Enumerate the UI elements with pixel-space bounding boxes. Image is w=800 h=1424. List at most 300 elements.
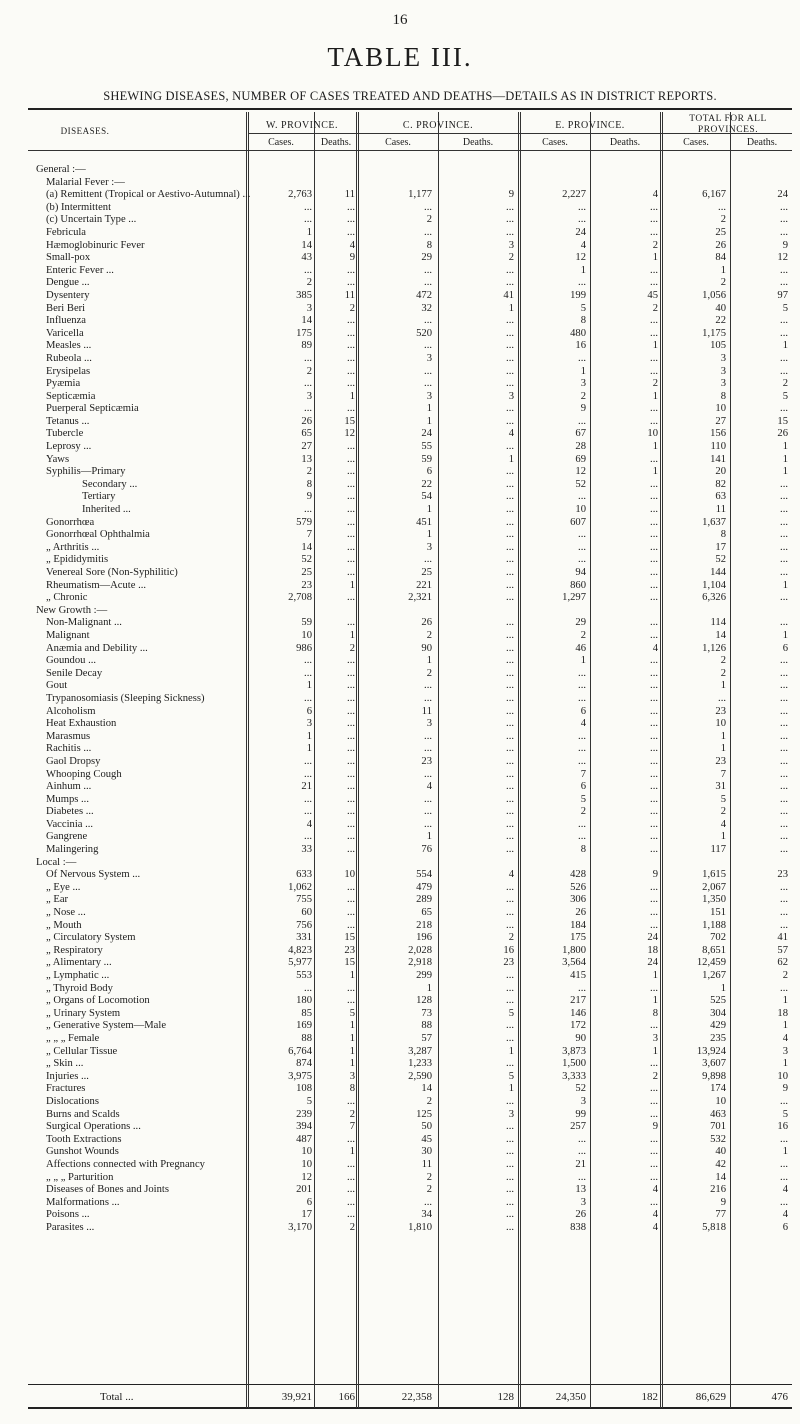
cell-w-cases: 65	[301, 428, 312, 440]
cell-e-cases: ...	[578, 692, 586, 704]
cell-w-deaths: ...	[347, 378, 355, 390]
cell-t-cases: 105	[710, 340, 726, 352]
cell-w-deaths: ...	[347, 315, 355, 327]
cell-c-cases: 34	[421, 1209, 432, 1221]
cell-t-deaths: ...	[780, 617, 788, 629]
cell-e-deaths: 1	[652, 340, 658, 352]
cell-c-deaths: 1	[508, 453, 514, 465]
cell-c-deaths: ...	[506, 315, 514, 327]
cell-c-deaths: ...	[506, 982, 514, 994]
cell-c-deaths: ...	[506, 277, 514, 289]
cell-e-deaths: ...	[650, 705, 658, 717]
table-row	[0, 1134, 800, 1147]
table-row	[0, 1146, 800, 1159]
cell-c-cases: 24	[421, 428, 432, 440]
cell-t-cases: 156	[710, 428, 726, 440]
disease-name: Erysipelas	[46, 365, 91, 377]
table-row	[0, 1121, 800, 1134]
cell-e-deaths: 45	[647, 289, 658, 301]
cell-w-deaths: 1	[349, 579, 355, 591]
cell-w-deaths: ...	[347, 1095, 355, 1107]
cell-t-deaths: 1	[782, 629, 788, 641]
cell-e-deaths: 4	[652, 642, 658, 654]
cell-w-deaths: ...	[347, 680, 355, 692]
cell-e-deaths: ...	[650, 1196, 658, 1208]
cell-c-deaths: ...	[506, 818, 514, 830]
disease-name: Fractures	[46, 1083, 86, 1095]
disease-name: „ Nose ...	[46, 907, 86, 919]
cell-w-deaths: ...	[347, 478, 355, 490]
cell-c-deaths: ...	[506, 629, 514, 641]
cell-w-deaths: ...	[347, 453, 355, 465]
cell-w-deaths: ...	[347, 327, 355, 339]
cell-e-deaths: ...	[650, 1146, 658, 1158]
table-row	[0, 907, 800, 920]
cell-e-cases: 9	[580, 403, 586, 415]
cell-e-deaths: ...	[650, 818, 658, 830]
disease-name: Inherited ...	[82, 504, 131, 516]
cell-c-cases: ...	[424, 365, 432, 377]
cell-t-deaths: 4	[782, 1184, 788, 1196]
disease-name: Tertiary	[82, 491, 116, 503]
cell-e-deaths: ...	[650, 768, 658, 780]
cell-e-cases: 4	[580, 718, 586, 730]
cell-t-cases: 1,126	[702, 642, 726, 654]
cell-t-deaths: 97	[777, 289, 788, 301]
cell-c-deaths: ...	[506, 466, 514, 478]
cell-t-cases: 1,175	[702, 327, 726, 339]
cell-w-cases: 2,763	[288, 189, 312, 201]
table-row	[0, 781, 800, 794]
cell-c-cases: 1,177	[408, 189, 432, 201]
cell-c-cases: 11	[421, 1158, 432, 1170]
section-heading-row	[0, 857, 800, 870]
cell-c-cases: ...	[424, 226, 432, 238]
table-row	[0, 743, 800, 756]
disease-name: Diabetes ...	[46, 806, 94, 818]
page-number: 16	[392, 12, 408, 28]
cell-w-deaths: 15	[344, 932, 355, 944]
cell-c-deaths: ...	[506, 226, 514, 238]
sub-t-deaths: Deaths.	[746, 137, 778, 148]
cell-c-cases: 2	[426, 214, 432, 226]
cell-t-deaths: 1	[782, 995, 788, 1007]
cell-t-cases: 110	[710, 441, 726, 453]
cell-c-cases: 289	[416, 894, 432, 906]
cell-t-cases: 235	[710, 1032, 726, 1044]
cell-t-cases: 2	[720, 277, 726, 289]
cell-t-cases: 1	[720, 982, 726, 994]
cell-w-deaths: ...	[347, 554, 355, 566]
cell-e-cases: ...	[578, 818, 586, 830]
cell-w-cases: ...	[304, 655, 312, 667]
table-row	[0, 303, 800, 316]
cell-c-deaths: 1	[508, 1045, 514, 1057]
cell-c-cases: 1	[426, 504, 432, 516]
cell-t-deaths: 1	[782, 340, 788, 352]
cell-c-cases: 76	[421, 844, 432, 856]
cell-w-cases: 4,823	[288, 944, 312, 956]
cell-e-deaths: ...	[650, 881, 658, 893]
table-row	[0, 1172, 800, 1185]
cell-w-deaths: ...	[347, 201, 355, 213]
cell-c-cases: ...	[424, 730, 432, 742]
cell-e-cases: 2	[580, 629, 586, 641]
cell-t-deaths: 9	[782, 239, 788, 251]
cell-c-cases: ...	[424, 340, 432, 352]
cell-c-cases: 2	[426, 667, 432, 679]
table-row	[0, 769, 800, 782]
cell-w-cases: ...	[304, 214, 312, 226]
disease-name: Gonorrhœal Ophthalmia	[46, 529, 150, 541]
cell-w-deaths: ...	[347, 730, 355, 742]
cell-c-cases: ...	[424, 264, 432, 276]
cell-e-deaths: ...	[650, 743, 658, 755]
disease-name: „ Skin ...	[46, 1058, 84, 1070]
table-row	[0, 391, 800, 404]
cell-e-deaths: ...	[650, 315, 658, 327]
cell-t-deaths: ...	[780, 478, 788, 490]
disease-name: Rheumatism—Acute ...	[46, 579, 147, 591]
disease-name: Influenza	[46, 315, 86, 327]
cell-t-deaths: ...	[780, 315, 788, 327]
cell-c-cases: 3	[426, 390, 432, 402]
cell-e-cases: 16	[575, 340, 586, 352]
disease-name: „ Lymphatic ...	[46, 970, 110, 981]
cell-t-deaths: ...	[780, 554, 788, 566]
header-diseases: DISEASES.	[60, 126, 110, 136]
disease-name: Alcoholism	[46, 705, 96, 717]
cell-e-cases: ...	[578, 1133, 586, 1145]
cell-t-cases: 1	[720, 743, 726, 755]
cell-t-deaths: ...	[780, 680, 788, 692]
cell-w-cases: ...	[304, 768, 312, 780]
table-row	[0, 643, 800, 656]
cell-t-cases: 701	[710, 1121, 726, 1133]
cell-c-deaths: ...	[506, 529, 514, 541]
cell-t-cases: 141	[710, 453, 726, 465]
cell-w-deaths: ...	[347, 743, 355, 755]
cell-c-deaths: 4	[508, 869, 514, 881]
disease-name: Gangrene	[46, 831, 88, 843]
cell-w-cases: 553	[296, 970, 312, 981]
cell-c-cases: 1,810	[408, 1221, 432, 1233]
cell-e-deaths: ...	[650, 579, 658, 591]
cell-e-deaths: ...	[650, 403, 658, 415]
cell-t-cases: ...	[718, 692, 726, 704]
cell-e-deaths: 24	[647, 932, 658, 944]
cell-w-cases: ...	[304, 982, 312, 994]
cell-c-cases: 22	[421, 478, 432, 490]
disease-name: „ Epididymitis	[46, 554, 109, 566]
cell-t-deaths: ...	[780, 327, 788, 339]
table-subtitle: SHEWING DISEASES, NUMBER OF CASES TREATED AND DEATHS—DETAILS AS IN DISTRICT REPORTS.	[103, 89, 717, 103]
cell-w-deaths: ...	[347, 617, 355, 629]
cell-w-cases: 10	[301, 629, 312, 641]
cell-t-deaths: 15	[777, 415, 788, 427]
disease-name: „ Circulatory System	[46, 932, 136, 944]
cell-c-cases: 2	[426, 1184, 432, 1196]
cell-t-cases: 1,056	[702, 289, 726, 301]
cell-t-cases: 144	[710, 567, 726, 578]
cell-c-deaths: ...	[506, 781, 514, 793]
cell-e-cases: 838	[570, 1221, 586, 1233]
cell-c-cases: 14	[421, 1083, 432, 1095]
cell-w-cases: 180	[296, 995, 312, 1007]
cell-c-deaths: ...	[506, 340, 514, 352]
cell-e-deaths: ...	[650, 554, 658, 566]
cell-t-deaths: ...	[780, 516, 788, 528]
cell-e-cases: ...	[578, 352, 586, 364]
cell-w-cases: 3,975	[288, 1070, 312, 1082]
cell-e-cases: 3,564	[562, 957, 586, 969]
table-row	[0, 567, 800, 580]
table-row	[0, 1159, 800, 1172]
cell-w-deaths: ...	[347, 692, 355, 704]
cell-e-cases: 8	[580, 315, 586, 327]
cell-t-cases: 8,651	[702, 944, 726, 956]
cell-c-cases: ...	[424, 277, 432, 289]
cell-e-cases: 10	[575, 504, 586, 516]
cell-w-cases: 2	[306, 466, 312, 478]
cell-e-cases: ...	[578, 680, 586, 692]
cell-c-cases: ...	[424, 692, 432, 704]
cell-e-deaths: 8	[652, 1007, 658, 1019]
table-row	[0, 806, 800, 819]
cell-t-cases: 5	[720, 793, 726, 805]
cell-t-cases: 6,326	[702, 592, 726, 604]
cell-w-cases: 3,170	[288, 1221, 312, 1233]
cell-t-cases: 1	[720, 730, 726, 742]
cell-e-cases: 52	[575, 478, 586, 490]
cell-c-cases: 2	[426, 1095, 432, 1107]
cell-e-cases: 1	[580, 264, 586, 276]
table-row	[0, 517, 800, 530]
cell-t-cases: 82	[715, 478, 726, 490]
table-row	[0, 693, 800, 706]
cell-w-cases: 6	[306, 1196, 312, 1208]
cell-w-deaths: 12	[344, 428, 355, 440]
cell-e-deaths: ...	[650, 226, 658, 238]
cell-w-cases: 14	[301, 239, 312, 251]
cell-c-deaths: ...	[506, 1221, 514, 1233]
table-row	[0, 1020, 800, 1033]
cell-c-deaths: ...	[506, 743, 514, 755]
cell-t-cases: 27	[715, 415, 726, 427]
cell-c-cases: 23	[421, 755, 432, 767]
cell-w-cases: 487	[296, 1133, 312, 1145]
cell-w-deaths: 2	[349, 302, 355, 314]
cell-w-cases: 60	[301, 907, 312, 919]
cell-w-cases: ...	[304, 264, 312, 276]
cell-w-cases: 201	[296, 1184, 312, 1196]
disease-name: Gonorrhœa	[46, 516, 95, 528]
table-row	[0, 731, 800, 744]
cell-e-cases: 46	[575, 642, 586, 654]
cell-w-cases: 33	[301, 844, 312, 856]
cell-e-cases: 3	[580, 1095, 586, 1107]
cell-e-cases: 1	[580, 655, 586, 667]
cell-w-cases: ...	[304, 692, 312, 704]
cell-c-cases: ...	[424, 315, 432, 327]
cell-w-cases: 21	[301, 781, 312, 793]
cell-c-cases: ...	[424, 768, 432, 780]
cell-t-deaths: ...	[780, 831, 788, 843]
cell-t-deaths: ...	[780, 730, 788, 742]
disease-name: Senile Decay	[46, 667, 103, 679]
disease-name: Parasites ...	[46, 1221, 95, 1233]
cell-t-cases: 40	[715, 1146, 726, 1158]
cell-c-cases: 59	[421, 453, 432, 465]
cell-c-cases: 221	[416, 579, 432, 591]
disease-name: (c) Uncertain Type ...	[46, 214, 137, 226]
cell-c-deaths: ...	[506, 378, 514, 390]
cell-c-deaths: ...	[506, 491, 514, 503]
table-row	[0, 252, 800, 265]
cell-e-deaths: ...	[650, 1171, 658, 1183]
cell-e-deaths: ...	[650, 755, 658, 767]
cell-t-cases: 2,067	[702, 881, 726, 893]
cell-t-deaths: ...	[780, 277, 788, 289]
cell-e-cases: 257	[570, 1121, 586, 1133]
cell-e-cases: 199	[570, 289, 586, 301]
table-row	[0, 995, 800, 1008]
cell-c-cases: 55	[421, 441, 432, 453]
disease-name: Measles ...	[46, 340, 92, 352]
total-label: Total ...	[100, 1391, 134, 1403]
cell-w-cases: 2	[306, 365, 312, 377]
cell-w-cases: 52	[301, 554, 312, 566]
cell-w-cases: 27	[301, 441, 312, 453]
cell-c-deaths: ...	[506, 692, 514, 704]
cell-e-deaths: ...	[650, 982, 658, 994]
cell-c-cases: 29	[421, 252, 432, 264]
cell-e-cases: ...	[578, 529, 586, 541]
cell-c-deaths: ...	[506, 730, 514, 742]
cell-c-deaths: ...	[506, 504, 514, 516]
cell-w-cases: 5,977	[288, 957, 312, 969]
cell-w-deaths: 1	[349, 1058, 355, 1070]
disease-name: General :—	[36, 164, 86, 175]
cell-t-cases: 10	[715, 718, 726, 730]
cell-t-deaths: ...	[780, 692, 788, 704]
cell-c-deaths: ...	[506, 352, 514, 364]
cell-w-cases: 3	[306, 302, 312, 314]
cell-e-cases: 415	[570, 970, 586, 981]
cell-c-cases: ...	[424, 554, 432, 566]
cell-c-deaths: ...	[506, 1032, 514, 1044]
table-row	[0, 920, 800, 933]
table-row	[0, 340, 800, 353]
disease-name: „ Organs of Locomotion	[46, 995, 150, 1007]
disease-name: „ Arthritis ...	[46, 541, 100, 553]
cell-c-deaths: ...	[506, 579, 514, 591]
cell-t-deaths: 4	[782, 1032, 788, 1044]
cell-e-deaths: ...	[650, 781, 658, 793]
table-title: TABLE III.	[327, 42, 473, 72]
cell-t-cases: 63	[715, 491, 726, 503]
cell-t-deaths: ...	[780, 781, 788, 793]
cell-t-deaths: ...	[780, 403, 788, 415]
cell-w-deaths: ...	[347, 755, 355, 767]
disease-name: Enteric Fever ...	[46, 264, 114, 276]
cell-w-cases: 579	[296, 516, 312, 528]
disease-name: Surgical Operations ...	[46, 1121, 141, 1133]
cell-e-deaths: ...	[650, 730, 658, 742]
cell-w-cases: 1	[306, 743, 312, 755]
table-row	[0, 617, 800, 630]
cell-w-deaths: ...	[347, 1209, 355, 1221]
table-row	[0, 378, 800, 391]
cell-c-deaths: ...	[506, 1158, 514, 1170]
total-w-deaths: 166	[338, 1391, 355, 1403]
cell-w-cases: ...	[304, 201, 312, 213]
cell-c-deaths: ...	[506, 919, 514, 931]
cell-c-deaths: 2	[508, 932, 514, 944]
cell-c-cases: 3	[426, 352, 432, 364]
disease-name: Vaccinia ...	[46, 818, 94, 830]
cell-w-deaths: 15	[344, 957, 355, 969]
cell-w-deaths: 10	[344, 869, 355, 881]
cell-w-cases: 169	[296, 1020, 312, 1032]
cell-w-deaths: ...	[347, 1196, 355, 1208]
cell-e-deaths: 4	[652, 189, 658, 201]
cell-e-cases: 860	[570, 579, 586, 591]
disease-name: Malingering	[46, 844, 99, 856]
table-row	[0, 1071, 800, 1084]
table-row	[0, 819, 800, 832]
cell-e-cases: 184	[570, 919, 586, 931]
sub-w-cases: Cases.	[268, 137, 294, 148]
cell-w-deaths: ...	[347, 504, 355, 516]
table-row	[0, 945, 800, 958]
cell-w-deaths: 11	[344, 189, 355, 201]
cell-e-cases: 3,333	[562, 1070, 586, 1082]
cell-t-cases: 8	[720, 529, 726, 541]
cell-e-deaths: 1	[652, 441, 658, 453]
cell-w-cases: 1	[306, 226, 312, 238]
cell-c-deaths: ...	[506, 1095, 514, 1107]
cell-w-cases: 755	[296, 894, 312, 906]
cell-w-cases: 88	[301, 1032, 312, 1044]
table-row	[0, 680, 800, 693]
header-e-province: E. PROVINCE.	[555, 120, 625, 131]
cell-e-cases: 94	[575, 567, 586, 578]
pre-total-rule	[28, 1384, 792, 1385]
disease-name: Affections connected with Pregnancy	[46, 1158, 205, 1170]
cell-w-cases: 874	[296, 1058, 312, 1070]
cell-e-deaths: ...	[650, 277, 658, 289]
cell-w-deaths: ...	[347, 705, 355, 717]
cell-t-cases: 6,167	[702, 189, 726, 201]
cell-c-deaths: 3	[508, 1108, 514, 1120]
disease-name: Tubercle	[46, 428, 84, 440]
cell-w-cases: 5	[306, 1095, 312, 1107]
cell-w-deaths: ...	[347, 768, 355, 780]
cell-t-cases: 2	[720, 214, 726, 226]
table-row	[0, 454, 800, 467]
cell-w-deaths: 8	[349, 1083, 355, 1095]
cell-e-cases: 7	[580, 768, 586, 780]
cell-e-cases: 146	[570, 1007, 586, 1019]
cell-t-deaths: ...	[780, 667, 788, 679]
cell-c-deaths: 2	[508, 252, 514, 264]
cell-w-deaths: ...	[347, 441, 355, 453]
cell-w-cases: 7	[306, 529, 312, 541]
cell-w-cases: 25	[301, 567, 312, 578]
cell-e-cases: ...	[578, 1146, 586, 1158]
cell-w-cases: 239	[296, 1108, 312, 1120]
